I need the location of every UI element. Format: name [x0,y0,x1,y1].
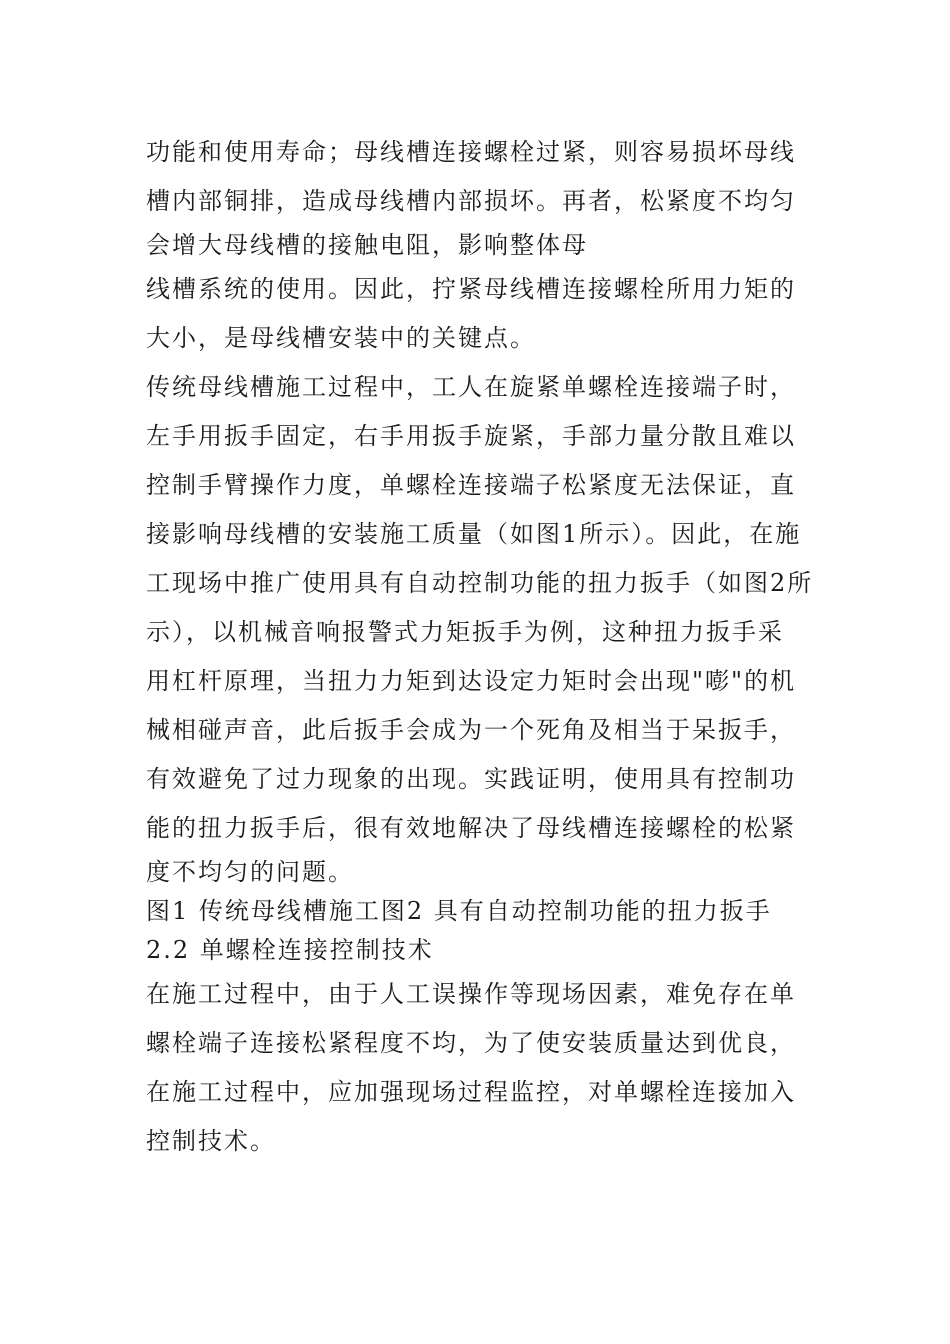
body-line: 控制技术。 [146,1127,276,1155]
body-line: 有效避免了过力现象的出现。实践证明，使用具有控制功 [146,765,796,793]
body-line: 螺栓端子连接松紧程度不均，为了使安装质量达到优良， [146,1029,796,1057]
body-line: 控制手臂操作力度，单螺栓连接端子松紧度无法保证，直 [146,471,796,499]
body-line: 能的扭力扳手后，很有效地解决了母线槽连接螺栓的松紧 [146,814,796,842]
body-line: 传统母线槽施工过程中，工人在旋紧单螺栓连接端子时， [146,373,796,401]
body-line: 会增大母线槽的接触电阻，影响整体母 [146,231,588,259]
body-line: 左手用扳手固定，右手用扳手旋紧，手部力量分散且难以 [146,422,796,450]
figure-caption: 图1 传统母线槽施工图2 具有自动控制功能的扭力扳手 [146,897,772,925]
body-line: 械相碰声音，此后扳手会成为一个死角及相当于呆扳手， [146,716,796,744]
body-line: 在施工过程中，应加强现场过程监控，对单螺栓连接加入 [146,1078,796,1106]
body-line: 线槽系统的使用。因此，拧紧母线槽连接螺栓所用力矩的 [146,275,796,303]
body-line: 槽内部铜排，造成母线槽内部损坏。再者，松紧度不均匀 [146,187,796,215]
body-line: 在施工过程中，由于人工误操作等现场因素，难免存在单 [146,980,796,1008]
document-body [146,128,814,1166]
body-line: 大小，是母线槽安装中的关键点。 [146,324,536,352]
body-line: 示），以机械音响报警式力矩扳手为例，这种扭力扳手采 [146,618,784,646]
body-line: 功能和使用寿命；母线槽连接螺栓过紧，则容易损坏母线 [146,138,796,166]
body-line: 用杠杆原理，当扭力力矩到达设定力矩时会出现"嘭"的机 [146,667,797,695]
section-heading: 2.2 单螺栓连接控制技术 [146,936,434,964]
body-line: 接影响母线槽的安装施工质量（如图1所示）。因此，在施 [146,520,802,548]
body-line: 工现场中推广使用具有自动控制功能的扭力扳手（如图2所 [146,569,814,597]
body-line: 度不均匀的问题。 [146,858,354,886]
